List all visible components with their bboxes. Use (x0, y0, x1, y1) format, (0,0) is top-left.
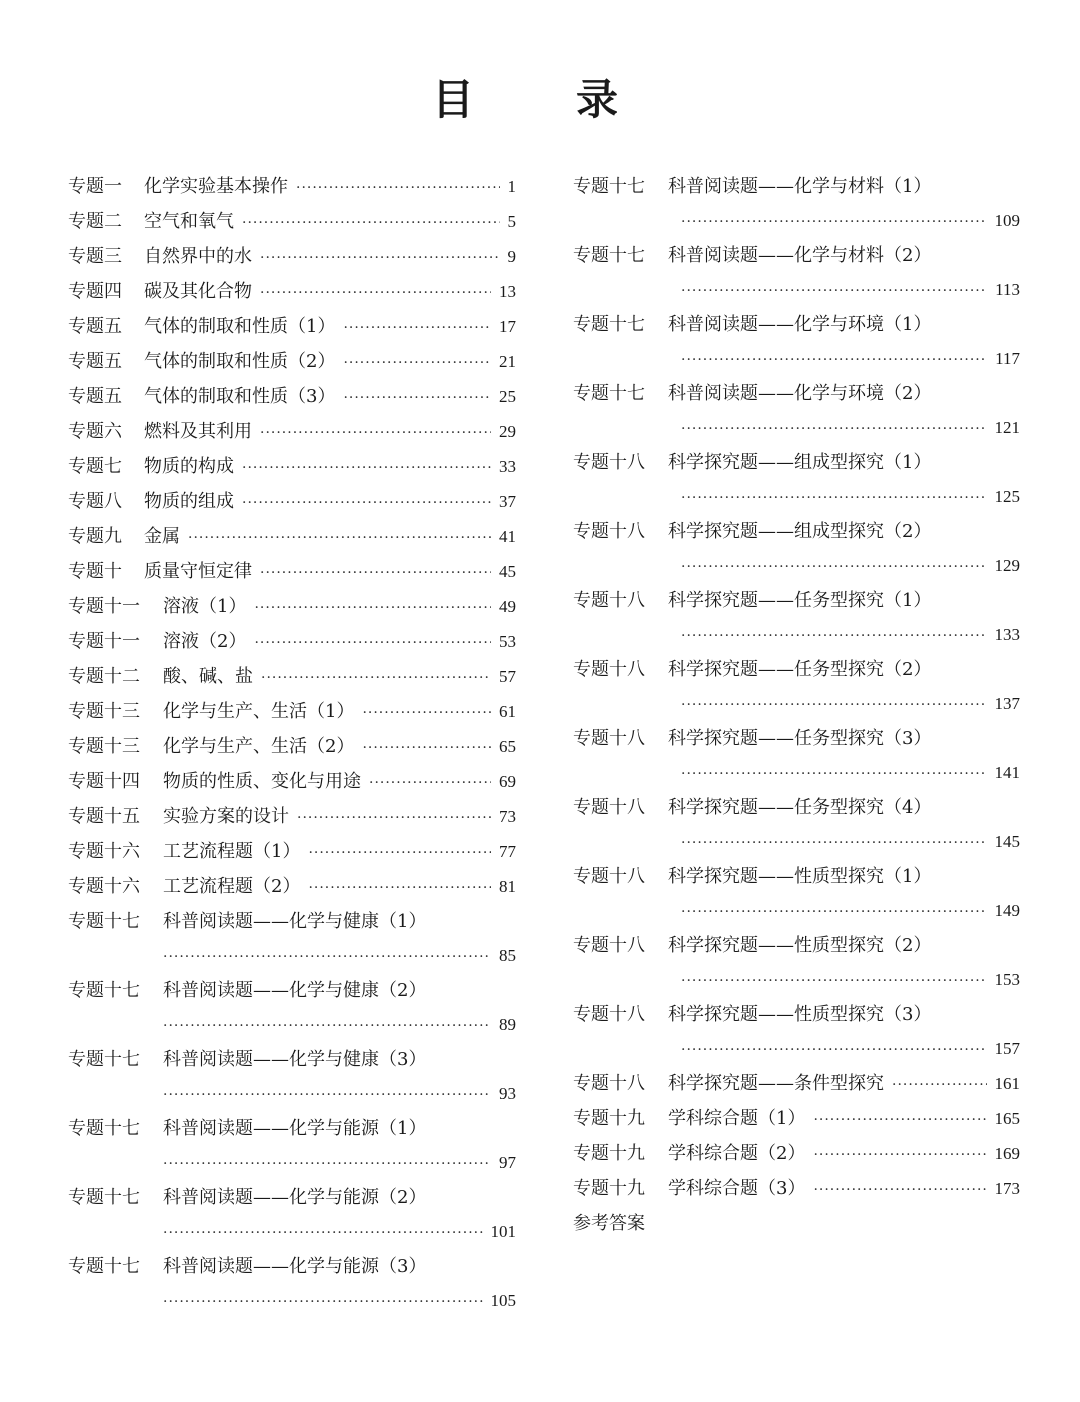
toc-entry[interactable] (68, 204, 516, 239)
toc-topic-number: 专题十八 (573, 935, 645, 956)
toc-entry-line (68, 694, 516, 729)
toc-right-column (573, 169, 1020, 1241)
toc-leader-dots (343, 346, 491, 379)
toc-leader-dots (343, 311, 491, 344)
toc-entry-line (573, 514, 1020, 549)
toc-entry-line-continued (573, 273, 1020, 307)
toc-page-number: 9 (507, 247, 516, 266)
toc-page-number: 93 (499, 1084, 516, 1103)
toc-topic-number: 专题十八 (573, 728, 645, 749)
toc-topic-number: 专题十八 (573, 521, 645, 542)
toc-entry-line (68, 904, 516, 939)
toc-topic-title: 科普阅读题——化学与健康（1） (163, 911, 427, 932)
toc-leader-dots (254, 626, 491, 659)
toc-entry-line (68, 589, 516, 624)
toc-leader-dots (188, 521, 491, 554)
toc-entry-line (68, 379, 516, 414)
toc-page-number: 53 (499, 632, 516, 651)
toc-page-number: 113 (995, 280, 1020, 299)
toc-leader-dots (260, 556, 491, 589)
toc-topic-title: 科学探究题——性质型探究（1） (668, 866, 932, 887)
toc-left-column (68, 169, 516, 1318)
toc-leader-dots (163, 940, 491, 973)
toc-entry[interactable] (573, 1101, 1020, 1136)
toc-topic-title: 科普阅读题——化学与健康（2） (163, 980, 427, 1001)
toc-entry[interactable] (68, 694, 516, 729)
toc-page-number: 5 (507, 212, 516, 231)
toc-topic-title: 工艺流程题（2） (163, 876, 301, 897)
toc-page-number: 65 (499, 737, 516, 756)
toc-topic-number: 专题十七 (68, 1187, 140, 1208)
toc-topic-number: 专题九 (68, 526, 122, 547)
toc-topic-title: 物质的性质、变化与用途 (163, 771, 361, 792)
toc-page-number: 141 (994, 763, 1020, 782)
toc-topic-title: 科学探究题——性质型探究（2） (668, 935, 932, 956)
toc-entry-line (68, 239, 516, 274)
toc-topic-number: 专题五 (68, 351, 122, 372)
toc-topic-title: 溶液（2） (163, 631, 247, 652)
toc-entry-line-continued (573, 342, 1020, 376)
toc-entry-line (573, 859, 1020, 894)
toc-topic-title: 科学探究题——任务型探究（4） (668, 797, 932, 818)
toc-topic-title: 科学探究题——组成型探究（1） (668, 452, 932, 473)
toc-topic-number: 专题十五 (68, 806, 140, 827)
toc-entry[interactable] (68, 1249, 516, 1318)
toc-entry-line (573, 445, 1020, 480)
toc-entry-line-continued (68, 939, 516, 973)
toc-leader-dots (681, 688, 987, 721)
toc-page-number: 85 (499, 946, 516, 965)
toc-entry-line (68, 659, 516, 694)
toc-page-number: 73 (499, 807, 516, 826)
toc-entry-line (573, 790, 1020, 825)
toc-leader-dots (343, 381, 491, 414)
toc-leader-dots (362, 731, 491, 764)
toc-entry[interactable] (573, 1066, 1020, 1101)
toc-entry-line (68, 554, 516, 589)
toc-topic-title: 科普阅读题——化学与能源（2） (163, 1187, 427, 1208)
toc-leader-dots (681, 481, 987, 514)
toc-topic-number: 专题十八 (573, 659, 645, 680)
toc-entry[interactable] (68, 869, 516, 904)
toc-entry-line (68, 344, 516, 379)
toc-topic-title: 科普阅读题——化学与材料（1） (668, 176, 932, 197)
toc-topic-number: 专题十七 (573, 314, 645, 335)
toc-leader-dots (242, 451, 491, 484)
toc-leader-dots (681, 757, 987, 790)
toc-entry[interactable] (68, 589, 516, 624)
toc-topic-number: 专题十九 (573, 1108, 645, 1129)
toc-leader-dots (681, 619, 987, 652)
toc-topic-number: 专题四 (68, 281, 122, 302)
toc-entry-line (573, 1101, 1020, 1136)
toc-entry[interactable] (68, 379, 516, 414)
toc-topic-number: 专题一 (68, 176, 122, 197)
toc-entry-line-continued (68, 1215, 516, 1249)
toc-topic-number: 专题十九 (573, 1143, 645, 1164)
toc-topic-number: 专题十七 (68, 1049, 140, 1070)
toc-page-number: 21 (499, 352, 516, 371)
toc-entry[interactable] (68, 519, 516, 554)
toc-topic-number: 专题十八 (573, 590, 645, 611)
toc-page-number: 17 (499, 317, 516, 336)
toc-topic-number: 专题十三 (68, 736, 140, 757)
toc-entry[interactable] (68, 169, 516, 204)
toc-entry[interactable] (68, 624, 516, 659)
toc-topic-title: 科学探究题——条件型探究 (668, 1073, 884, 1094)
toc-entry-line-continued (573, 480, 1020, 514)
toc-entry[interactable] (68, 484, 516, 519)
toc-entry[interactable] (68, 1042, 516, 1111)
toc-entry-line-continued (573, 894, 1020, 928)
toc-entry-line (68, 274, 516, 309)
toc-page-number: 133 (994, 625, 1020, 644)
toc-topic-number: 专题十六 (68, 876, 140, 897)
toc-leader-dots (163, 1216, 483, 1249)
toc-entry[interactable] (68, 239, 516, 274)
toc-leader-dots (308, 871, 491, 904)
toc-leader-dots (892, 1068, 987, 1101)
toc-leader-dots (163, 1147, 491, 1180)
toc-topic-number: 专题五 (68, 386, 122, 407)
toc-page-number: 69 (499, 772, 516, 791)
toc-topic-title: 溶液（1） (163, 596, 247, 617)
toc-entry-line (573, 376, 1020, 411)
toc-page-number: 121 (994, 418, 1020, 437)
answers-link[interactable]: 参考答案 (573, 1213, 645, 1234)
toc-entry[interactable] (573, 1171, 1020, 1206)
toc-topic-number: 专题十 (68, 561, 122, 582)
toc-topic-number: 专题十三 (68, 701, 140, 722)
toc-entry[interactable] (68, 274, 516, 309)
toc-entry-line (68, 309, 516, 344)
toc-leader-dots (163, 1078, 491, 1111)
toc-topic-number: 专题十七 (68, 980, 140, 1001)
toc-page-number: 145 (994, 832, 1020, 851)
toc-leader-dots (308, 836, 491, 869)
toc-leader-dots (813, 1138, 986, 1171)
toc-topic-title: 燃料及其利用 (144, 421, 252, 442)
toc-topic-number: 专题十八 (573, 452, 645, 473)
toc-entry-line (573, 928, 1020, 963)
toc-leader-dots (681, 343, 987, 376)
toc-topic-title: 酸、碱、盐 (163, 666, 253, 687)
toc-topic-title: 科学探究题——任务型探究（3） (668, 728, 932, 749)
toc-topic-title: 物质的组成 (144, 491, 234, 512)
toc-entry-line (573, 169, 1020, 204)
toc-entry-line (573, 721, 1020, 756)
toc-entry-line (68, 449, 516, 484)
toc-entry[interactable] (573, 169, 1020, 238)
toc-topic-title: 学科综合题（3） (668, 1178, 806, 1199)
toc-leader-dots (681, 1033, 987, 1066)
toc-entry[interactable] (573, 652, 1020, 721)
toc-entry-line-continued (573, 687, 1020, 721)
toc-topic-title: 金属 (144, 526, 180, 547)
toc-page-number: 49 (499, 597, 516, 616)
toc-topic-title: 科普阅读题——化学与环境（1） (668, 314, 932, 335)
toc-topic-title: 科普阅读题——化学与环境（2） (668, 383, 932, 404)
toc-entry-line (68, 799, 516, 834)
toc-topic-title: 气体的制取和性质（2） (144, 351, 336, 372)
toc-topic-number: 专题十九 (573, 1178, 645, 1199)
toc-topic-number: 专题十四 (68, 771, 140, 792)
toc-leader-dots (813, 1103, 986, 1136)
toc-leader-dots (681, 826, 987, 859)
toc-entry-line (573, 307, 1020, 342)
toc-entry-line (68, 1111, 516, 1146)
toc-entry-line (68, 414, 516, 449)
toc-entry-line (68, 624, 516, 659)
toc-entry-line-continued (573, 756, 1020, 790)
toc-entry-line (68, 519, 516, 554)
toc-page-number: 29 (499, 422, 516, 441)
toc-entry-line (573, 1136, 1020, 1171)
toc-page-number: 153 (994, 970, 1020, 989)
toc-entry[interactable] (573, 238, 1020, 307)
toc-leader-dots (681, 964, 987, 997)
toc-topic-number: 专题十一 (68, 631, 140, 652)
toc-topic-number: 专题三 (68, 246, 122, 267)
toc-entry-line (68, 169, 516, 204)
toc-entry[interactable] (573, 997, 1020, 1066)
toc-page-number: 149 (994, 901, 1020, 920)
toc-entry[interactable] (573, 721, 1020, 790)
toc-leader-dots (261, 661, 491, 694)
toc-leader-dots (260, 416, 491, 449)
toc-page-number: 165 (994, 1109, 1020, 1128)
toc-entry[interactable] (68, 799, 516, 834)
toc-leader-dots (260, 241, 500, 274)
toc-leader-dots (813, 1173, 986, 1206)
toc-entry[interactable] (573, 376, 1020, 445)
toc-page-number: 89 (499, 1015, 516, 1034)
toc-entry-line-continued (68, 1077, 516, 1111)
toc-page-number: 77 (499, 842, 516, 861)
toc-leader-dots (369, 766, 491, 799)
toc-topic-title: 碳及其化合物 (144, 281, 252, 302)
toc-leader-dots (242, 206, 500, 239)
toc-topic-title: 科普阅读题——化学与材料（2） (668, 245, 932, 266)
toc-entry[interactable] (573, 928, 1020, 997)
toc-page-number: 81 (499, 877, 516, 896)
toc-page-number: 25 (499, 387, 516, 406)
toc-leader-dots (254, 591, 491, 624)
toc-entry-line-continued (68, 1284, 516, 1318)
toc-entry[interactable] (68, 764, 516, 799)
toc-page-number: 105 (490, 1291, 516, 1310)
toc-entry[interactable] (68, 309, 516, 344)
toc-entry[interactable] (573, 790, 1020, 859)
toc-topic-number: 专题二 (68, 211, 122, 232)
toc-entry-line-continued (573, 549, 1020, 583)
toc-topic-number: 专题十八 (573, 866, 645, 887)
toc-topic-number: 专题十六 (68, 841, 140, 862)
toc-topic-title: 学科综合题（1） (668, 1108, 806, 1129)
toc-leader-dots (681, 205, 987, 238)
toc-entry[interactable] (573, 583, 1020, 652)
toc-page-number: 169 (994, 1144, 1020, 1163)
toc-entry-line (68, 1042, 516, 1077)
toc-topic-number: 专题十二 (68, 666, 140, 687)
toc-topic-title: 化学实验基本操作 (144, 176, 288, 197)
toc-entry-line (573, 1171, 1020, 1206)
toc-entry[interactable] (68, 729, 516, 764)
toc-leader-dots (163, 1285, 483, 1318)
toc-topic-title: 科普阅读题——化学与健康（3） (163, 1049, 427, 1070)
toc-leader-dots (242, 486, 491, 519)
toc-topic-number: 专题五 (68, 316, 122, 337)
toc-page-number: 109 (994, 211, 1020, 230)
toc-topic-title: 实验方案的设计 (163, 806, 289, 827)
toc-entry[interactable] (573, 514, 1020, 583)
toc-topic-title: 化学与生产、生活（1） (163, 701, 355, 722)
toc-leader-dots (297, 801, 491, 834)
toc-entry-line (68, 869, 516, 904)
toc-entry-line (68, 1249, 516, 1284)
toc-topic-number: 专题十八 (573, 797, 645, 818)
toc-page-number: 101 (490, 1222, 516, 1241)
toc-entry-line (68, 834, 516, 869)
toc-page-number: 157 (994, 1039, 1020, 1058)
toc-topic-number: 专题十八 (573, 1004, 645, 1025)
toc-topic-title: 气体的制取和性质（1） (144, 316, 336, 337)
toc-page-number: 173 (994, 1179, 1020, 1198)
toc-entry-line (573, 997, 1020, 1032)
toc-entry[interactable] (573, 859, 1020, 928)
toc-entry[interactable] (68, 659, 516, 694)
toc-entry-line (68, 973, 516, 1008)
toc-topic-number: 专题十七 (68, 911, 140, 932)
toc-leader-dots (296, 171, 500, 204)
toc-page-number: 129 (994, 556, 1020, 575)
toc-topic-number: 专题十八 (573, 1073, 645, 1094)
toc-entry[interactable] (68, 344, 516, 379)
toc-entry-line-continued (573, 963, 1020, 997)
toc-entry[interactable] (68, 449, 516, 484)
toc-entry[interactable] (68, 973, 516, 1042)
toc-page-number: 57 (499, 667, 516, 686)
toc-topic-title: 学科综合题（2） (668, 1143, 806, 1164)
toc-entry[interactable] (573, 1136, 1020, 1171)
toc-topic-number: 专题六 (68, 421, 122, 442)
toc-leader-dots (681, 550, 987, 583)
toc-topic-title: 科学探究题——性质型探究（3） (668, 1004, 932, 1025)
toc-page-number: 45 (499, 562, 516, 581)
toc-topic-number: 专题十七 (68, 1118, 140, 1139)
toc-topic-number: 专题十七 (68, 1256, 140, 1277)
toc-leader-dots (260, 276, 491, 309)
toc-page-number: 125 (994, 487, 1020, 506)
toc-entry[interactable] (68, 554, 516, 589)
toc-entry-line-continued (573, 204, 1020, 238)
toc-entry-line-continued (68, 1146, 516, 1180)
toc-entry-line (68, 729, 516, 764)
toc-topic-title: 科学探究题——任务型探究（2） (668, 659, 932, 680)
toc-page-number: 61 (499, 702, 516, 721)
toc-entry[interactable] (573, 307, 1020, 376)
toc-topic-number: 专题七 (68, 456, 122, 477)
toc-topic-title: 科学探究题——组成型探究（2） (668, 521, 932, 542)
toc-page-number: 97 (499, 1153, 516, 1172)
toc-page-number: 161 (994, 1074, 1020, 1093)
toc-entry-line (68, 484, 516, 519)
toc-topic-number: 专题十一 (68, 596, 140, 617)
toc-topic-title: 空气和氧气 (144, 211, 234, 232)
toc-page-number: 37 (499, 492, 516, 511)
toc-entry[interactable] (68, 1111, 516, 1180)
toc-leader-dots (163, 1009, 491, 1042)
toc-topic-title: 气体的制取和性质（3） (144, 386, 336, 407)
toc-entry-line (68, 204, 516, 239)
toc-topic-title: 科普阅读题——化学与能源（3） (163, 1256, 427, 1277)
toc-topic-number: 专题八 (68, 491, 122, 512)
toc-topic-title: 化学与生产、生活（2） (163, 736, 355, 757)
toc-leader-dots (681, 274, 987, 307)
toc-topic-title: 物质的构成 (144, 456, 234, 477)
toc-topic-number: 专题十七 (573, 176, 645, 197)
toc-entry[interactable] (68, 904, 516, 973)
toc-topic-number: 专题十七 (573, 383, 645, 404)
toc-entry[interactable] (68, 414, 516, 449)
toc-topic-title: 科学探究题——任务型探究（1） (668, 590, 932, 611)
toc-entry-line-continued (573, 618, 1020, 652)
toc-page-number: 41 (499, 527, 516, 546)
toc-entry-line (573, 583, 1020, 618)
toc-entry-line (573, 1066, 1020, 1101)
toc-topic-number: 专题十七 (573, 245, 645, 266)
toc-topic-title: 自然界中的水 (144, 246, 252, 267)
toc-entry-line-continued (68, 1008, 516, 1042)
toc-entry-line (573, 238, 1020, 273)
toc-leader-dots (681, 412, 987, 445)
toc-entry-line-continued (573, 1032, 1020, 1066)
toc-topic-title: 科普阅读题——化学与能源（1） (163, 1118, 427, 1139)
toc-page-number: 117 (995, 349, 1020, 368)
page-title: 目 录 (431, 75, 648, 124)
toc-topic-title: 工艺流程题（1） (163, 841, 301, 862)
toc-entry-line (68, 1180, 516, 1215)
toc-page-number: 137 (994, 694, 1020, 713)
toc-entry-line (573, 652, 1020, 687)
toc-topic-title: 质量守恒定律 (144, 561, 252, 582)
toc-leader-dots (681, 895, 987, 928)
toc-page-number: 33 (499, 457, 516, 476)
toc-entry[interactable] (68, 1180, 516, 1249)
toc-page-number: 1 (507, 177, 516, 196)
toc-leader-dots (362, 696, 491, 729)
toc-entry[interactable] (68, 834, 516, 869)
toc-entry[interactable] (573, 445, 1020, 514)
toc-page-number: 13 (499, 282, 516, 301)
toc-entry-line (68, 764, 516, 799)
toc-entry-line-continued (573, 825, 1020, 859)
toc-entry-line-continued (573, 411, 1020, 445)
